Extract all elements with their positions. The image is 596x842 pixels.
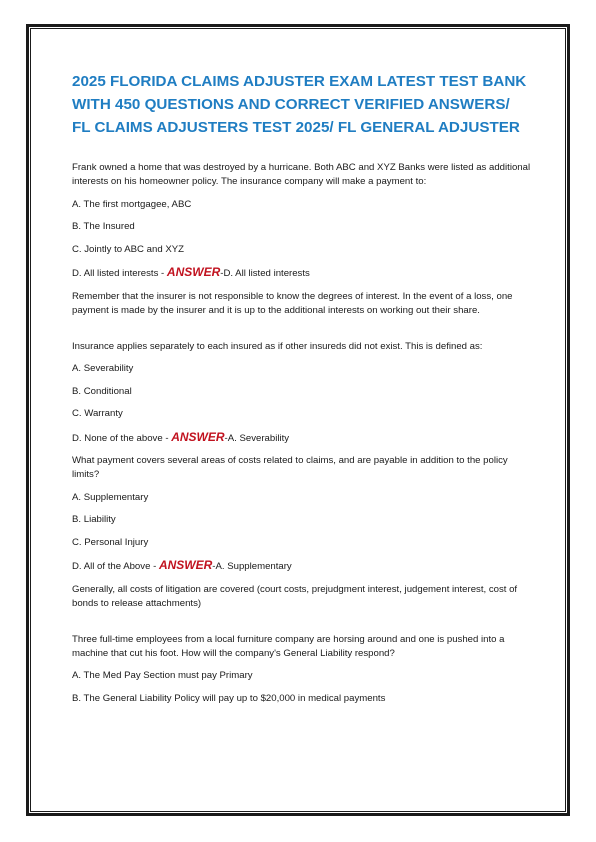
- option-a: A. The first mortgagee, ABC: [72, 198, 192, 210]
- answer-line: [72, 265, 532, 281]
- explanation-note: Generally, all costs of litigation are covered (court costs, prejudgment interest, judgement interest, cost of bonds to release attachments): [72, 583, 518, 609]
- option-b: B. Conditional: [72, 385, 132, 397]
- option-c: C. Personal Injury: [72, 536, 149, 548]
- question-block-1: [72, 161, 532, 318]
- question-text: What payment covers several areas of costs related to claims, and are payable in addition to the policy limits?: [72, 455, 508, 480]
- option-d: D. None of the above -: [72, 432, 172, 444]
- answer-line: [72, 558, 532, 574]
- answer-text: -D. All listed interests: [220, 268, 310, 279]
- option-b: B. The Insured: [72, 221, 135, 232]
- answer-keyword: ANSWER: [166, 265, 221, 279]
- question-block-2: [72, 340, 532, 611]
- document-title: 2025 FLORIDA CLAIMS ADJUSTER EXAM LATEST TEST BANK WITH 450 QUESTIONS AND CORRECT VERIFIED ANSWERS/ FL CLAIMS ADJUSTERS TEST 2025/ FL GENERAL ADJUSTER: [72, 73, 527, 136]
- option-b: B. The General Liability Policy will pay up to $20,000 in medical payments: [72, 692, 386, 704]
- answer-text: -A. Supplementary: [212, 561, 292, 572]
- answer-line: [72, 430, 532, 446]
- answer-keyword: ANSWER: [171, 429, 225, 444]
- option-b: B. Liability: [72, 514, 116, 525]
- option-a: A. Supplementary: [72, 491, 149, 503]
- option-c: C. Jointly to ABC and XYZ: [72, 243, 184, 255]
- answer-keyword: ANSWER: [158, 558, 213, 572]
- option-a: A. Severability: [72, 363, 134, 374]
- option-d: D. All of the Above -: [72, 561, 159, 572]
- option-a: A. The Med Pay Section must pay Primary: [72, 670, 253, 681]
- answer-text: -A. Severability: [224, 432, 290, 444]
- question-text: Insurance applies separately to each insured as if other insureds did not exist. This is defined as:: [72, 340, 483, 352]
- question-text: Frank owned a home that was destroyed by a hurricane. Both ABC and XYZ Banks were listed as additional interests on his homeowner policy. The insurance company will make a payment to:: [72, 162, 531, 187]
- question-text: Three full-time employees from a local furniture company are horsing around and one is pushed into a machine that cut his foot. How will the company's General Liability respond?: [72, 633, 505, 659]
- question-block-4: [72, 633, 532, 706]
- document-body: [72, 70, 532, 728]
- option-d: D. All listed interests -: [72, 268, 167, 279]
- explanation-note: Remember that the insurer is not responsible to know the degrees of interest. In the event of a loss, one payment is made by the insurer and it is up to the additional interests on working out their share.: [72, 290, 513, 316]
- option-c: C. Warranty: [72, 408, 123, 419]
